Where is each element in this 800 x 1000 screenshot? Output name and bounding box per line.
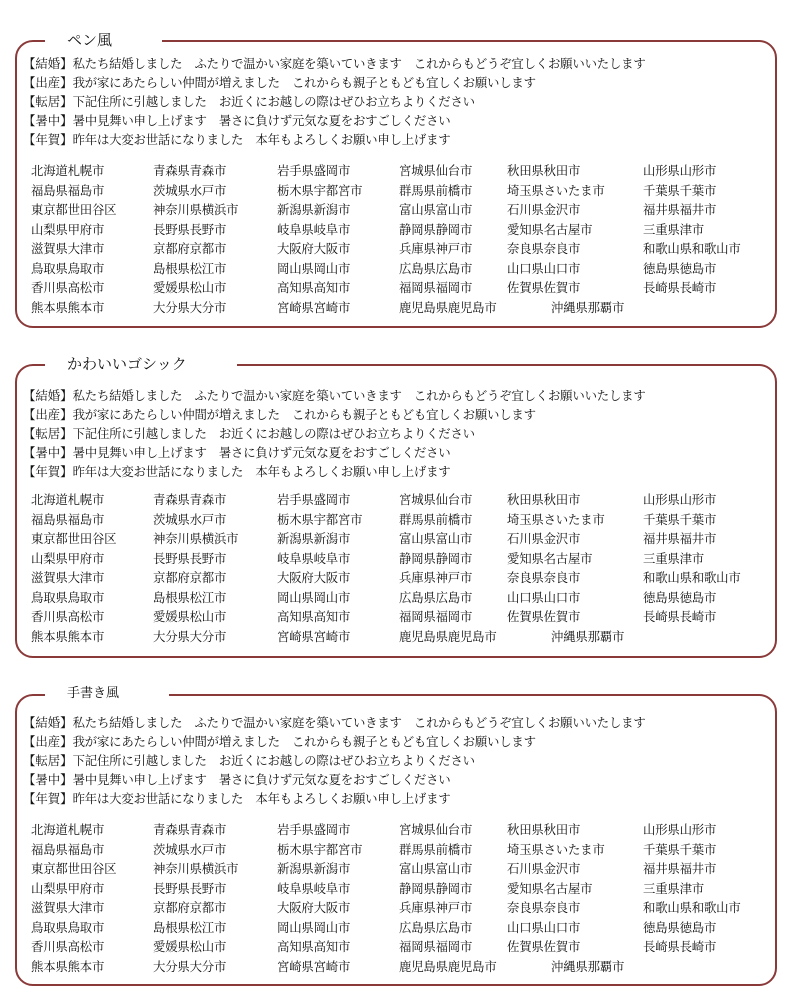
city-name: 徳島県徳島市 — [643, 589, 717, 605]
greeting-tag: 【暑中】 — [23, 113, 73, 128]
city-name: 京都府京都市 — [153, 900, 227, 915]
city-name: 島根県松江市 — [153, 919, 227, 935]
city-name: 山梨県甲府市 — [31, 880, 105, 896]
city-name: 埼玉県さいたま市 — [507, 182, 605, 198]
city-name: 青森県青森市 — [153, 492, 227, 507]
city-name: 山形県山形市 — [643, 492, 717, 507]
city-name: 新潟県新潟市 — [277, 202, 351, 217]
city-name: 奈良県奈良市 — [507, 241, 581, 256]
city-name: 大阪府大阪市 — [277, 900, 351, 915]
city-name: 佐賀県佐賀市 — [507, 939, 581, 954]
city-name: 愛媛県松山市 — [153, 939, 227, 954]
city-name: 佐賀県佐賀市 — [507, 609, 581, 624]
city-name: 和歌山県和歌山市 — [643, 900, 741, 915]
greeting-text: 暑中見舞い申し上げます 暑さに負けず元気な夏をおすごしください — [72, 113, 451, 128]
font-sample-panel-cute-gothic — [15, 355, 777, 658]
greeting-tag: 【出産】 — [23, 75, 73, 90]
city-name: 東京都世田谷区 — [31, 202, 117, 217]
city-name: 福井県福井市 — [643, 861, 717, 876]
city-name: 長崎県長崎市 — [643, 609, 717, 624]
city-name: 和歌山県和歌山市 — [643, 241, 741, 256]
greeting-tag: 【転居】 — [23, 753, 73, 768]
city-name: 神奈川県横浜市 — [153, 531, 239, 546]
city-name: 奈良県奈良市 — [507, 900, 581, 915]
city-name: 香川県高松市 — [31, 280, 105, 295]
city-name: 大分県大分市 — [153, 628, 227, 644]
greeting-list — [23, 386, 773, 481]
greeting-newyear — [23, 130, 773, 149]
city-name: 徳島県徳島市 — [643, 919, 717, 935]
city-name: 石川県金沢市 — [507, 531, 581, 546]
city-name: 栃木県宇都宮市 — [277, 841, 363, 857]
city-name: 長野県長野市 — [153, 550, 227, 566]
city-name: 千葉県千葉市 — [643, 841, 717, 857]
city-name: 愛知県名古屋市 — [507, 221, 593, 237]
greeting-birth — [23, 405, 773, 424]
city-name: 福島県福島市 — [31, 182, 105, 198]
city-name: 島根県松江市 — [153, 260, 227, 276]
city-name: 秋田県秋田市 — [507, 163, 581, 178]
city-name: 鹿児島県鹿児島市 — [399, 299, 497, 315]
city-name: 山梨県甲府市 — [31, 221, 105, 237]
greeting-text: 昨年は大変お世話になりました 本年もよろしくお願い申し上げます — [72, 791, 451, 806]
city-name: 宮城県仙台市 — [399, 492, 473, 507]
city-name: 富山県富山市 — [399, 202, 473, 217]
city-name: 栃木県宇都宮市 — [277, 182, 363, 198]
city-name: 広島県広島市 — [399, 260, 473, 276]
city-name: 千葉県千葉市 — [643, 182, 717, 198]
greeting-wedding — [23, 386, 773, 405]
greeting-moving — [23, 92, 773, 111]
city-name: 岩手県盛岡市 — [277, 163, 351, 178]
city-name: 大分県大分市 — [153, 299, 227, 315]
city-name: 滋賀県大津市 — [31, 570, 105, 585]
greeting-moving — [23, 751, 773, 770]
city-name: 鳥取県鳥取市 — [31, 589, 105, 605]
city-name: 青森県青森市 — [153, 822, 227, 837]
city-name: 宮崎県宮崎市 — [277, 958, 351, 974]
city-name: 群馬県前橋市 — [399, 841, 473, 857]
city-name: 宮城県仙台市 — [399, 822, 473, 837]
city-name: 山形県山形市 — [643, 822, 717, 837]
greeting-moving — [23, 424, 773, 443]
city-name: 愛知県名古屋市 — [507, 550, 593, 566]
city-name: 兵庫県神戸市 — [399, 570, 473, 585]
city-name: 東京都世田谷区 — [31, 861, 117, 876]
city-name: 高知県高知市 — [277, 280, 351, 295]
greeting-summer — [23, 443, 773, 462]
city-name: 石川県金沢市 — [507, 861, 581, 876]
city-name: 群馬県前橋市 — [399, 182, 473, 198]
city-name: 沖縄県那覇市 — [551, 299, 625, 315]
city-name: 熊本県熊本市 — [31, 958, 105, 974]
greeting-text: 私たち結婚しました ふたりで温かい家庭を築いていきます これからもどうぞ宜しくお願いいたします — [72, 388, 646, 403]
greeting-tag: 【暑中】 — [23, 445, 73, 460]
city-name: 茨城県水戸市 — [153, 511, 227, 527]
city-name: 山口県山口市 — [507, 260, 581, 276]
city-name: 秋田県秋田市 — [507, 822, 581, 837]
city-name: 岩手県盛岡市 — [277, 492, 351, 507]
city-name: 滋賀県大津市 — [31, 900, 105, 915]
city-name: 福岡県福岡市 — [399, 280, 473, 295]
city-name: 静岡県静岡市 — [399, 880, 473, 896]
greeting-tag: 【年賀】 — [23, 791, 73, 806]
greeting-list — [23, 54, 773, 149]
city-name: 北海道札幌市 — [31, 492, 105, 507]
city-name: 埼玉県さいたま市 — [507, 511, 605, 527]
greeting-birth — [23, 73, 773, 92]
city-name: 富山県富山市 — [399, 861, 473, 876]
city-name: 島根県松江市 — [153, 589, 227, 605]
greeting-summer — [23, 770, 773, 789]
city-name: 福島県福島市 — [31, 841, 105, 857]
greeting-text: 下記住所に引越しました お近くにお越しの際はぜひお立ちよりください — [72, 94, 475, 109]
city-name: 青森県青森市 — [153, 163, 227, 178]
greeting-summer — [23, 111, 773, 130]
greeting-tag: 【出産】 — [23, 407, 73, 422]
city-name: 東京都世田谷区 — [31, 531, 117, 546]
city-name: 宮崎県宮崎市 — [277, 628, 351, 644]
city-name: 茨城県水戸市 — [153, 841, 227, 857]
city-name: 石川県金沢市 — [507, 202, 581, 217]
city-name: 長崎県長崎市 — [643, 280, 717, 295]
font-sample-panel-handwritten — [15, 686, 777, 986]
city-name: 岐阜県岐阜市 — [277, 221, 351, 237]
city-name: 山梨県甲府市 — [31, 550, 105, 566]
greeting-text: 私たち結婚しました ふたりで温かい家庭を築いていきます これからもどうぞ宜しくお願いいたします — [72, 715, 646, 730]
city-name: 和歌山県和歌山市 — [643, 570, 741, 585]
city-name: 福島県福島市 — [31, 511, 105, 527]
greeting-text: 我が家にあたらしい仲間が増えました これからも親子ともども宜しくお願いします — [72, 75, 536, 90]
greeting-list — [23, 713, 773, 808]
greeting-birth — [23, 732, 773, 751]
city-name: 広島県広島市 — [399, 919, 473, 935]
city-name: 鹿児島県鹿児島市 — [399, 958, 497, 974]
city-name: 山口県山口市 — [507, 919, 581, 935]
city-name: 福岡県福岡市 — [399, 609, 473, 624]
city-name: 新潟県新潟市 — [277, 861, 351, 876]
city-name: 秋田県秋田市 — [507, 492, 581, 507]
panel-title: かわいいゴシック — [45, 354, 237, 374]
city-name: 埼玉県さいたま市 — [507, 841, 605, 857]
city-name: 鹿児島県鹿児島市 — [399, 628, 497, 644]
greeting-newyear — [23, 789, 773, 808]
city-name: 長野県長野市 — [153, 221, 227, 237]
city-name: 熊本県熊本市 — [31, 299, 105, 315]
city-name: 徳島県徳島市 — [643, 260, 717, 276]
panel-title: ペン風 — [45, 30, 162, 50]
city-grid — [31, 490, 771, 650]
city-name: 愛知県名古屋市 — [507, 880, 593, 896]
city-name: 新潟県新潟市 — [277, 531, 351, 546]
city-name: 北海道札幌市 — [31, 822, 105, 837]
city-name: 愛媛県松山市 — [153, 280, 227, 295]
city-name: 鳥取県鳥取市 — [31, 919, 105, 935]
greeting-tag: 【転居】 — [23, 94, 73, 109]
city-name: 千葉県千葉市 — [643, 511, 717, 527]
panel-title: 手書き風 — [45, 684, 169, 704]
city-name: 宮城県仙台市 — [399, 163, 473, 178]
greeting-wedding — [23, 713, 773, 732]
greeting-text: 我が家にあたらしい仲間が増えました これからも親子ともども宜しくお願いします — [72, 734, 536, 749]
city-name: 宮崎県宮崎市 — [277, 299, 351, 315]
city-name: 茨城県水戸市 — [153, 182, 227, 198]
greeting-tag: 【出産】 — [23, 734, 73, 749]
greeting-tag: 【暑中】 — [23, 772, 73, 787]
city-name: 京都府京都市 — [153, 570, 227, 585]
city-name: 奈良県奈良市 — [507, 570, 581, 585]
greeting-tag: 【年賀】 — [23, 464, 73, 479]
city-name: 京都府京都市 — [153, 241, 227, 256]
city-name: 広島県広島市 — [399, 589, 473, 605]
greeting-text: 昨年は大変お世話になりました 本年もよろしくお願い申し上げます — [72, 464, 451, 479]
greeting-tag: 【結婚】 — [23, 388, 73, 403]
city-name: 福井県福井市 — [643, 531, 717, 546]
city-name: 大分県大分市 — [153, 958, 227, 974]
city-grid — [31, 820, 771, 980]
greeting-text: 私たち結婚しました ふたりで温かい家庭を築いていきます これからもどうぞ宜しくお願いいたします — [72, 56, 646, 71]
city-name: 滋賀県大津市 — [31, 241, 105, 256]
city-grid — [31, 161, 771, 321]
greeting-newyear — [23, 462, 773, 481]
city-name: 香川県高松市 — [31, 609, 105, 624]
greeting-tag: 【結婚】 — [23, 56, 73, 71]
city-name: 長野県長野市 — [153, 880, 227, 896]
city-name: 高知県高知市 — [277, 939, 351, 954]
city-name: 長崎県長崎市 — [643, 939, 717, 954]
city-name: 兵庫県神戸市 — [399, 241, 473, 256]
city-name: 沖縄県那覇市 — [551, 628, 625, 644]
city-name: 福岡県福岡市 — [399, 939, 473, 954]
greeting-text: 暑中見舞い申し上げます 暑さに負けず元気な夏をおすごしください — [72, 445, 451, 460]
city-name: 愛媛県松山市 — [153, 609, 227, 624]
greeting-text: 昨年は大変お世話になりました 本年もよろしくお願い申し上げます — [72, 132, 451, 147]
city-name: 兵庫県神戸市 — [399, 900, 473, 915]
font-sample-panel-pen — [15, 31, 777, 328]
city-name: 栃木県宇都宮市 — [277, 511, 363, 527]
city-name: 三重県津市 — [643, 550, 704, 566]
city-name: 岐阜県岐阜市 — [277, 880, 351, 896]
greeting-text: 我が家にあたらしい仲間が増えました これからも親子ともども宜しくお願いします — [72, 407, 536, 422]
city-name: 高知県高知市 — [277, 609, 351, 624]
city-name: 岩手県盛岡市 — [277, 822, 351, 837]
greeting-tag: 【結婚】 — [23, 715, 73, 730]
city-name: 大阪府大阪市 — [277, 241, 351, 256]
city-name: 山形県山形市 — [643, 163, 717, 178]
city-name: 山口県山口市 — [507, 589, 581, 605]
city-name: 大阪府大阪市 — [277, 570, 351, 585]
greeting-text: 下記住所に引越しました お近くにお越しの際はぜひお立ちよりください — [72, 426, 475, 441]
city-name: 静岡県静岡市 — [399, 550, 473, 566]
city-name: 熊本県熊本市 — [31, 628, 105, 644]
city-name: 三重県津市 — [643, 221, 704, 237]
city-name: 沖縄県那覇市 — [551, 958, 625, 974]
city-name: 神奈川県横浜市 — [153, 861, 239, 876]
city-name: 岐阜県岐阜市 — [277, 550, 351, 566]
greeting-tag: 【転居】 — [23, 426, 73, 441]
city-name: 群馬県前橋市 — [399, 511, 473, 527]
city-name: 福井県福井市 — [643, 202, 717, 217]
greeting-text: 暑中見舞い申し上げます 暑さに負けず元気な夏をおすごしください — [72, 772, 451, 787]
city-name: 岡山県岡山市 — [277, 260, 351, 276]
city-name: 静岡県静岡市 — [399, 221, 473, 237]
city-name: 三重県津市 — [643, 880, 704, 896]
city-name: 富山県富山市 — [399, 531, 473, 546]
greeting-tag: 【年賀】 — [23, 132, 73, 147]
city-name: 北海道札幌市 — [31, 163, 105, 178]
city-name: 神奈川県横浜市 — [153, 202, 239, 217]
city-name: 岡山県岡山市 — [277, 589, 351, 605]
greeting-text: 下記住所に引越しました お近くにお越しの際はぜひお立ちよりください — [72, 753, 475, 768]
city-name: 香川県高松市 — [31, 939, 105, 954]
city-name: 岡山県岡山市 — [277, 919, 351, 935]
city-name: 佐賀県佐賀市 — [507, 280, 581, 295]
greeting-wedding — [23, 54, 773, 73]
city-name: 鳥取県鳥取市 — [31, 260, 105, 276]
